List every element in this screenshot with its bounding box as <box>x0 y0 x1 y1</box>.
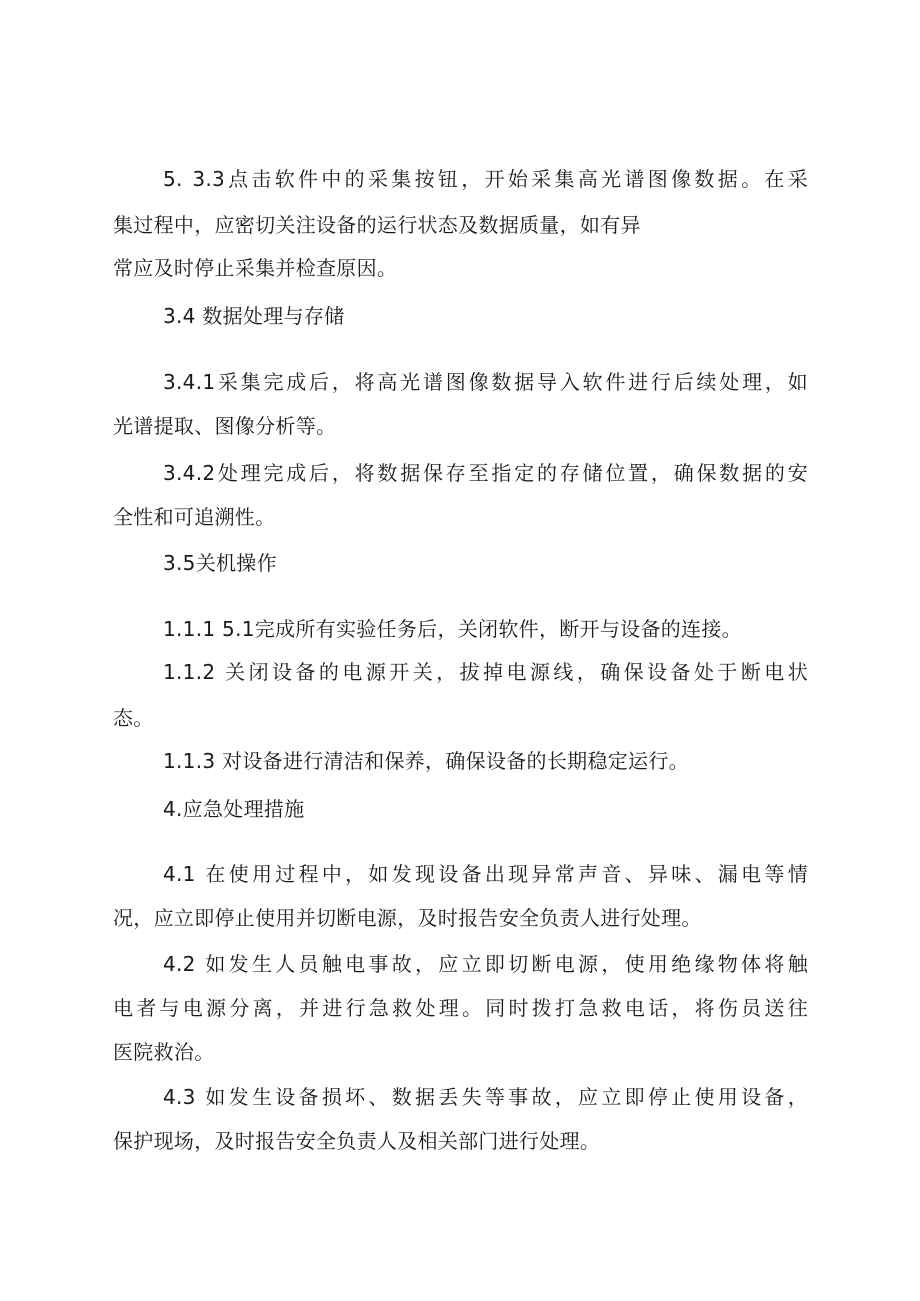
paragraph-3-4-1-line-1: 3.4.1采集完成后，将高光谱图像数据导入软件进行后续处理，如 <box>163 370 808 394</box>
paragraph-3-4-2-line-1: 3.4.2处理完成后，将数据保存至指定的存储位置，确保数据的安 <box>163 461 808 485</box>
paragraph-4-3-line-1: 4.3 如发生设备损坏、数据丢失等事故，应立即停止使用设备， <box>163 1085 808 1109</box>
paragraph-4-2-line-1: 4.2 如发生人员触电事故，应立即切断电源，使用绝缘物体将触 <box>163 952 808 976</box>
paragraph-3-3-line-3: 常应及时停止采集并检查原因。 <box>113 256 398 280</box>
paragraph-4-2-line-2: 电者与电源分离，并进行急救处理。同时拨打急救电话，将伤员送往 <box>113 996 808 1020</box>
paragraph-3-4-1-line-2: 光谱提取、图像分析等。 <box>113 414 337 438</box>
paragraph-3-3-line-1: 5. 3.3点击软件中的采集按钮，开始采集高光谱图像数据。在采 <box>163 167 808 191</box>
paragraph-4-2-line-3: 医院救治。 <box>113 1040 215 1064</box>
section-heading-4: 4.应急处理措施 <box>163 797 305 821</box>
paragraph-4-1-line-2: 况，应立即停止使用并切断电源，及时报告安全负责人进行处理。 <box>113 906 702 930</box>
list-item-1-1-2-line-1: 1.1.2 关闭设备的电源开关，拔掉电源线，确保设备处于断电状 <box>163 660 808 684</box>
list-item-1-1-1: 1.1.1 5.1完成所有实验任务后，关闭软件，断开与设备的连接。 <box>163 617 742 641</box>
paragraph-3-4-2-line-2: 全性和可追溯性。 <box>113 505 276 529</box>
paragraph-4-1-line-1: 4.1 在使用过程中，如发现设备出现异常声音、异味、漏电等情 <box>163 862 808 886</box>
paragraph-4-3-line-2: 保护现场，及时报告安全负责人及相关部门进行处理。 <box>113 1129 601 1153</box>
paragraph-3-3-line-2: 集过程中，应密切关注设备的运行状态及数据质量，如有异 <box>113 213 641 237</box>
list-item-1-1-2-line-2: 态。 <box>113 706 154 730</box>
list-item-1-1-3: 1.1.3 对设备进行清洁和保养，确保设备的长期稳定运行。 <box>163 749 689 773</box>
section-heading-3-4: 3.4 数据处理与存储 <box>163 304 345 328</box>
section-heading-3-5: 3.5关机操作 <box>163 551 277 575</box>
